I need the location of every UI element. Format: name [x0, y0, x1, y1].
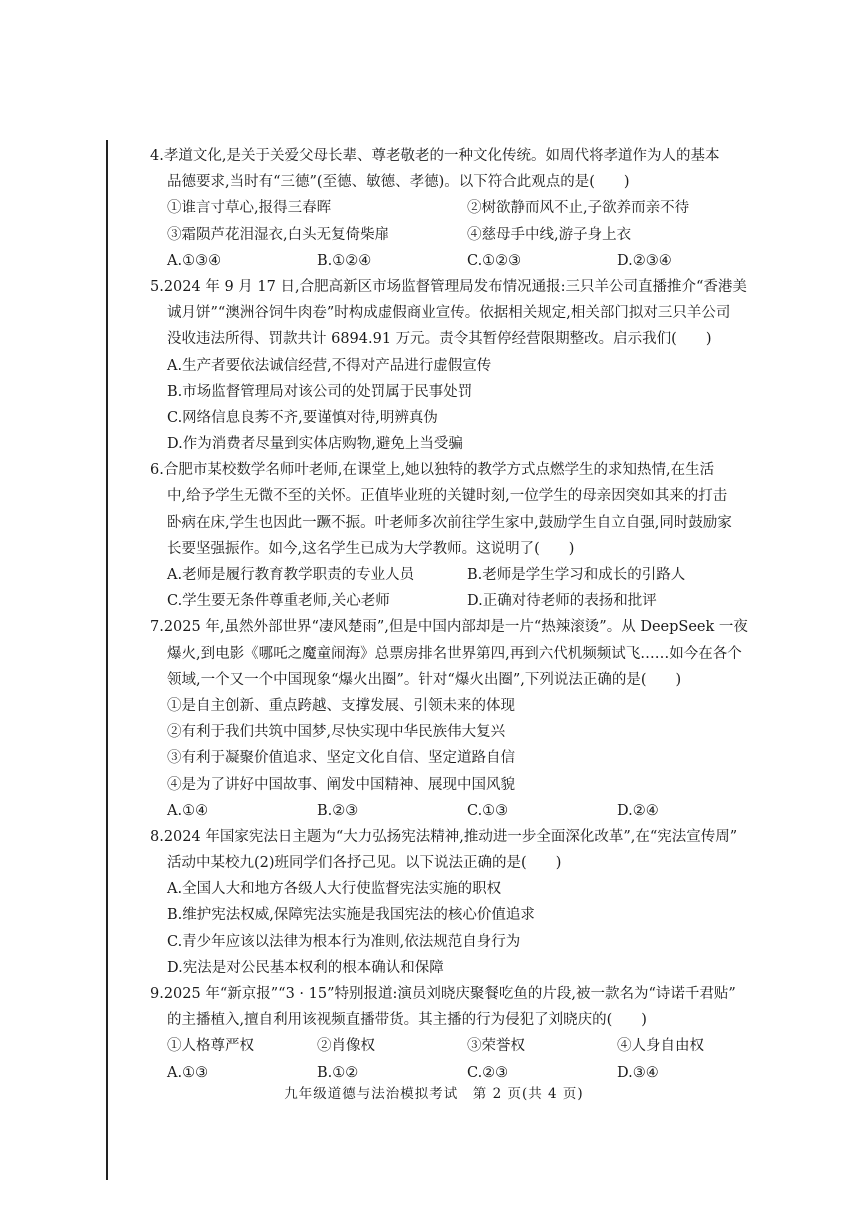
question-5 [150, 274, 780, 457]
question-4 [150, 143, 780, 274]
statement-item: ②有利于我们共筑中国梦,尽快实现中华民族伟大复兴 [167, 724, 506, 741]
question-9 [150, 981, 780, 1086]
question-stem-line: 5.2024 年 9 月 17 日,合肥高新区市场监督管理局发布情况通报:三只羊公司直播推介“香港美 [150, 278, 747, 295]
option-d: D.②③④ [617, 252, 672, 269]
answer-options-row [150, 588, 780, 614]
option-d: D.③④ [617, 1064, 659, 1081]
option-a: A.①③ [167, 1064, 209, 1081]
question-stem-line: 爆火,到电影《哪吒之魔童闹海》总票房排名世界第四,再到六代机频频试飞……如今在各个 [167, 645, 742, 662]
statement-row [150, 1033, 780, 1059]
option-c: C.②③ [467, 1064, 509, 1081]
question-stem-line: 品德要求,当时有“三德”(至德、敏德、孝德)。以下符合此观点的是( ) [167, 174, 630, 191]
question-stem-line: 8.2024 年国家宪法日主题为“大力弘扬宪法精神,推动进一步全面深化改革”,在“宪法宣传周” [150, 828, 738, 845]
question-stem-line: 6.合肥市某校数学名师叶老师,在课堂上,她以独特的教学方式点燃学生的求知热情,在生活 [150, 462, 715, 479]
question-stem-line: 诚月饼”“澳洲谷饲牛肉卷”时构成虚假商业宣传。依据相关规定,相关部门拟对三只羊公司 [167, 305, 731, 322]
option-b: B.①② [317, 1064, 359, 1081]
answer-options-row [150, 562, 780, 588]
option-b: B.市场监督管理局对该公司的处罚属于民事处罚 [167, 383, 473, 400]
option-d: D.②④ [617, 802, 659, 819]
option-d: D.宪法是对公民基本权利的根本确认和保障 [167, 959, 444, 976]
statement-item: ③有利于凝聚价值追求、坚定文化自信、坚定道路自信 [167, 750, 515, 767]
option-b: B.老师是学生学习和成长的引路人 [467, 567, 686, 583]
binding-margin-line [106, 140, 108, 1180]
question-6 [150, 457, 780, 614]
option-c: C.①③ [467, 802, 509, 819]
question-stem-line: 中,给予学生无微不至的关怀。正值毕业班的关键时刻,一位学生的母亲因突如其来的打击 [167, 488, 728, 505]
statement-item: ①是自主创新、重点跨越、支撑发展、引领未来的体现 [167, 697, 515, 714]
statement-row [150, 222, 780, 248]
option-a: A.生产者要依法诚信经营,不得对产品进行虚假宣传 [167, 357, 492, 374]
statement-item: ③霜陨芦花泪湿衣,白头无复倚柴扉 [167, 226, 390, 243]
statement-item: ③荣誉权 [467, 1038, 525, 1055]
statement-item: ②肖像权 [317, 1038, 375, 1055]
option-d: D.正确对待老师的表扬和批评 [467, 593, 657, 610]
question-stem-line: 的主播植入,擅自利用该视频直播带货。其主播的行为侵犯了刘晓庆的( ) [167, 1012, 647, 1029]
option-b: B.②③ [317, 802, 359, 819]
option-c: C.网络信息良莠不齐,要谨慎对待,明辨真伪 [167, 409, 438, 426]
answer-options-row [150, 248, 780, 274]
question-stem-line: 活动中某校九(2)班同学们各抒己见。以下说法正确的是( ) [167, 855, 562, 872]
question-stem-line: 长要坚强振作。如今,这名学生已成为大学教师。这说明了( ) [167, 540, 575, 557]
option-a: A.全国人大和地方各级人大行使监督宪法实施的职权 [167, 881, 502, 898]
statement-item: ④是为了讲好中国故事、阐发中国精神、展现中国风貌 [167, 776, 515, 793]
question-stem-line: 领域,一个又一个中国现象“爆火出圈”。针对“爆火出圈”,下列说法正确的是( ) [167, 671, 682, 688]
option-b: B.①②④ [317, 252, 372, 269]
page-footer: 九年级道德与法治模拟考试 第 2 页(共 4 页) [284, 1086, 584, 1102]
statement-item: ①谁言寸草心,报得三春晖 [167, 200, 332, 217]
option-d: D.作为消费者尽量到实体店购物,避免上当受骗 [167, 436, 463, 453]
statement-item: ④人身自由权 [617, 1038, 704, 1055]
question-stem-line: 9.2025 年“新京报”“3 · 15”特别报道:演员刘晓庆聚餐吃鱼的片段,被一款名为“诗诺千君贴” [150, 986, 736, 1002]
statement-item: ①人格尊严权 [167, 1038, 254, 1055]
option-c: C.①②③ [467, 252, 522, 269]
question-8 [150, 824, 780, 981]
statement-row [150, 195, 780, 221]
option-c: C.学生要无条件尊重老师,关心老师 [167, 593, 390, 610]
statement-item: ②树欲静而风不止,子欲养而亲不待 [467, 200, 690, 217]
option-b: B.维护宪法权威,保障宪法实施是我国宪法的核心价值追求 [167, 907, 535, 924]
answer-options-row [150, 798, 780, 824]
question-stem-line: 4.孝道文化,是关于关爱父母长辈、尊老敬老的一种文化传统。如周代将孝道作为人的基本 [150, 148, 720, 164]
option-a: A.①④ [167, 802, 209, 819]
question-7 [150, 614, 780, 824]
option-a: A.老师是履行教育教学职责的专业人员 [167, 567, 415, 583]
option-c: C.青少年应该以法律为根本行为准则,依法规范自身行为 [167, 933, 521, 950]
statement-item: ④慈母手中线,游子身上衣 [467, 226, 632, 243]
question-stem-line: 没收违法所得、罚款共计 6894.91 万元。责令其暂停经营限期整改。启示我们( ) [167, 331, 712, 348]
exam-page-content [150, 143, 780, 1086]
question-stem-line: 卧病在床,学生也因此一蹶不振。叶老师多次前往学生家中,鼓励学生自立自强,同时鼓励家 [167, 514, 732, 531]
option-a: A.①③④ [167, 252, 222, 269]
question-stem-line: 7.2025 年,虽然外部世界“凄风楚雨”,但是中国内部却是一片“热辣滚烫”。从 DeepSeek 一夜 [150, 619, 748, 636]
